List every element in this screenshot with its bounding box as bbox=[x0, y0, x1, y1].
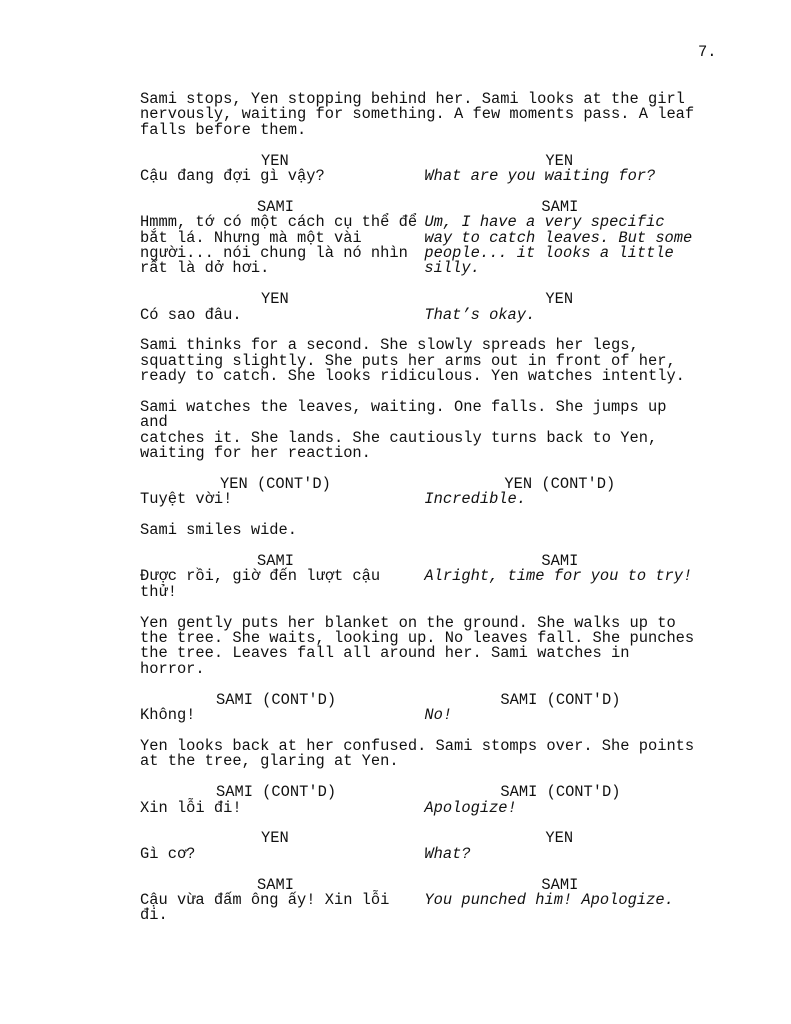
dialogue-english bbox=[424, 831, 700, 862]
dialogue-line: You punched him! Apologize. bbox=[424, 890, 674, 909]
character-cue: SAMI (CONT'D) bbox=[216, 783, 337, 802]
dialogue-line: What are you waiting for? bbox=[424, 167, 656, 186]
character-cue: YEN (CONT'D) bbox=[220, 475, 331, 494]
script-body bbox=[140, 92, 700, 939]
dialogue-vietnamese bbox=[140, 151, 424, 186]
character-cue: SAMI bbox=[541, 197, 579, 216]
character-cue: YEN (CONT'D) bbox=[504, 475, 616, 494]
dialogue-line: That’s okay. bbox=[424, 305, 536, 324]
dialogue-line: Cậu đang đợi gì vậy? bbox=[140, 167, 325, 186]
character-cue: SAMI (CONT'D) bbox=[500, 783, 621, 802]
dialogue-vietnamese bbox=[140, 477, 424, 508]
character-cue: SAMI bbox=[257, 552, 294, 571]
dialogue-vietnamese bbox=[140, 197, 424, 278]
dialogue-line: Alright, time for you to try! bbox=[424, 567, 693, 586]
action-paragraph: Sami watches the leaves, waiting. One falls. She jumps up and catches it. She lands. She cautiously turns back to Yen, waiting for her reaction. bbox=[140, 398, 667, 463]
action-paragraph: Sami thinks for a second. She slowly spreads her legs, squatting slightly. She puts her arms out in front of her, ready to catch. She looks ridiculous. Yen watches intently. bbox=[140, 336, 685, 386]
dialogue-english bbox=[424, 197, 700, 278]
character-cue: YEN bbox=[261, 151, 289, 170]
action-paragraph: Sami smiles wide. bbox=[140, 521, 298, 540]
dialogue-line: Hmmm, tớ có một cách cụ thể để bắt lá. Nhưng mà một vài người... nói chung là nó nhìn rất là dở hơi. bbox=[140, 213, 418, 278]
character-cue: YEN bbox=[261, 290, 289, 309]
character-cue: SAMI bbox=[541, 875, 579, 894]
dialogue-vietnamese bbox=[140, 785, 424, 816]
character-cue: SAMI (CONT'D) bbox=[216, 690, 337, 709]
character-cue: YEN bbox=[545, 151, 574, 170]
dialogue-line: Um, I have a very specific way to catch leaves. But some people... it looks a little silly. bbox=[424, 213, 693, 278]
action-paragraph: Yen gently puts her blanket on the ground. She walks up to the tree. She waits, looking up. No leaves fall. She punches the tree. Leaves fall all around her. Sami watches in horror. bbox=[140, 613, 695, 678]
action-paragraph: Sami stops, Yen stopping behind her. Sami looks at the girl nervously, waiting for something. A few moments pass. A leaf falls before them. bbox=[140, 90, 695, 139]
dialogue-vietnamese bbox=[140, 875, 424, 925]
dialogue-english bbox=[424, 477, 700, 508]
dialogue-english bbox=[424, 690, 700, 725]
dual-dialogue bbox=[140, 785, 700, 816]
dialogue-english bbox=[424, 785, 700, 816]
dual-dialogue bbox=[140, 554, 700, 600]
dialogue-line: What? bbox=[424, 844, 471, 863]
dialogue-english bbox=[424, 151, 700, 186]
dual-dialogue bbox=[140, 477, 700, 508]
character-cue: SAMI bbox=[257, 197, 294, 216]
character-cue: YEN bbox=[545, 829, 574, 848]
dialogue-line: Apologize! bbox=[424, 798, 517, 817]
dialogue-line: Không! bbox=[140, 706, 196, 725]
dialogue-line: Được rồi, giờ đến lượt cậu thử! bbox=[140, 567, 381, 601]
action-paragraph: Yen looks back at her confused. Sami stomps over. She points at the tree, glaring at Yen. bbox=[140, 736, 695, 771]
dialogue-line: Cậu vừa đấm ông ấy! Xin lỗi đi. bbox=[140, 890, 390, 925]
dialogue-line: Xin lỗi đi! bbox=[140, 798, 242, 817]
dual-dialogue bbox=[140, 875, 700, 925]
dual-dialogue bbox=[140, 690, 700, 725]
dialogue-line: Gì cơ? bbox=[140, 844, 196, 863]
character-cue: SAMI bbox=[541, 552, 579, 571]
dual-dialogue bbox=[140, 292, 700, 323]
dialogue-line: Có sao đâu. bbox=[140, 305, 242, 324]
dual-dialogue bbox=[140, 151, 700, 186]
dialogue-english bbox=[424, 292, 700, 323]
dialogue-line: No! bbox=[424, 706, 453, 725]
character-cue: YEN bbox=[545, 290, 574, 309]
dialogue-vietnamese bbox=[140, 690, 424, 725]
character-cue: YEN bbox=[261, 829, 289, 848]
dialogue-line: Incredible. bbox=[424, 490, 527, 509]
dual-dialogue bbox=[140, 831, 700, 862]
dialogue-vietnamese bbox=[140, 554, 424, 600]
page-number: 7. bbox=[698, 43, 717, 61]
dialogue-english bbox=[424, 554, 700, 600]
dialogue-vietnamese bbox=[140, 292, 424, 323]
dialogue-english bbox=[424, 875, 700, 924]
dialogue-vietnamese bbox=[140, 831, 424, 862]
character-cue: SAMI (CONT'D) bbox=[500, 690, 621, 709]
character-cue: SAMI bbox=[257, 875, 294, 894]
dialogue-line: Tuyệt vời! bbox=[140, 490, 233, 509]
dual-dialogue bbox=[140, 197, 700, 278]
